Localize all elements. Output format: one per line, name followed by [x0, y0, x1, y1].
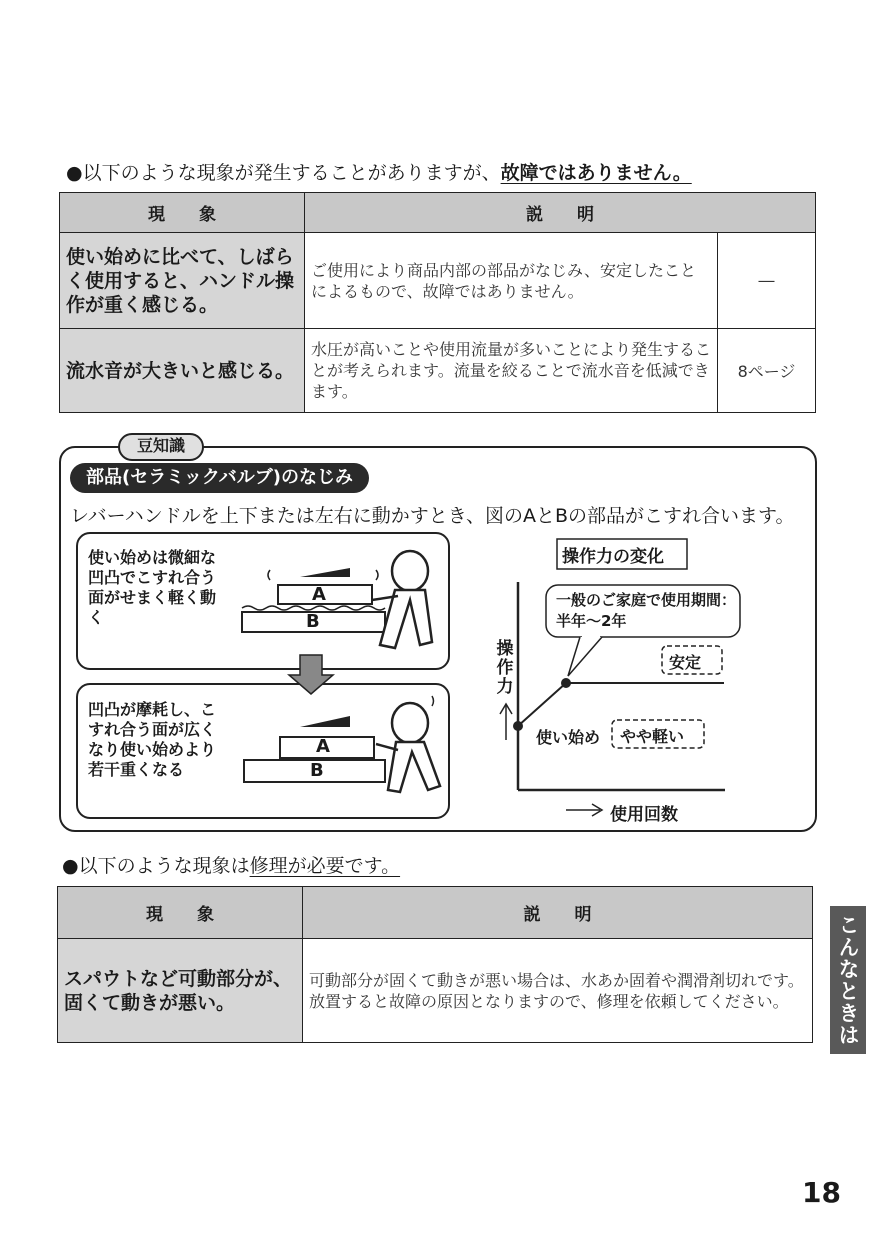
- part-a-label: A: [312, 584, 326, 605]
- header-explanation: 説 明: [305, 193, 816, 233]
- panel1-text: 使い始めは微細な凹凸でこすれ合う面がせまく軽く動く: [88, 548, 217, 627]
- intro-text: ●以下のような現象が発生することがありますが、: [66, 162, 501, 184]
- intro-emphasis: 修理が必要です。: [249, 855, 401, 877]
- tip-title: 部品(セラミックバルブ)のなじみ: [70, 463, 369, 493]
- part-b-label: B: [306, 611, 320, 632]
- table-row: [58, 939, 813, 1043]
- section2-intro: [62, 851, 400, 878]
- header-explanation: 説 明: [303, 887, 813, 939]
- side-tab[interactable]: こんなときは: [830, 906, 866, 1054]
- part-b-label: B: [310, 760, 324, 781]
- phenomenon-cell: 使い始めに比べて、しばらく使用すると、ハンドル操作が重く感じる。: [60, 233, 305, 329]
- graph-callout: 一般のご家庭で使用期間：半年〜2年: [556, 591, 737, 630]
- tip-tag: 豆知識: [118, 433, 204, 461]
- intro-text: ●以下のような現象は: [62, 855, 250, 877]
- stable-point: [561, 678, 571, 688]
- phenomenon-cell: スパウトなど可動部分が、固くて動きが悪い。: [58, 939, 303, 1043]
- label-light: やや軽い: [620, 727, 685, 746]
- panel2-text: 凹凸が摩耗し、こすれ合う面が広くなり使い始めより若干重くなる: [88, 700, 217, 779]
- reference-cell: ―: [718, 233, 816, 329]
- explanation-line-2: 放置すると故障の原因となりますので、修理を依頼してください。: [309, 991, 789, 1011]
- graph-title: 操作力の変化: [562, 547, 664, 567]
- reference-link[interactable]: 8ページ: [718, 329, 816, 413]
- phenomenon-cell: 流水音が大きいと感じる。: [60, 329, 305, 413]
- x-axis-label: 使用回数: [610, 805, 678, 825]
- explanation-cell: [303, 939, 813, 1043]
- y-axis-label: 操作力: [496, 639, 514, 697]
- page-number: 18: [802, 1176, 841, 1209]
- explanation-line-1: 可動部分が固くて動きが悪い場合は、水あか固着や潤滑剤切れです。: [309, 970, 804, 990]
- explanation-cell: ご使用により商品内部の部品がなじみ、安定したことによるもので、故障ではありません。: [305, 233, 718, 329]
- transition-arrow-icon: [289, 655, 333, 694]
- part-a-label: A: [316, 736, 330, 757]
- tip-lead: レバーハンドルを上下または左右に動かすとき、図のAとBの部品がこすれ合います。: [70, 505, 795, 527]
- person-pushing-light-icon: [372, 551, 432, 648]
- intro-emphasis: 故障ではありません。: [500, 162, 692, 184]
- explanation-cell: 水圧が高いことや使用流量が多いことにより発生することが考えられます。流量を絞ることで流水音を低減できます。: [305, 329, 718, 413]
- repair-required-table: [57, 886, 813, 1043]
- header-phenomenon: 現 象: [60, 193, 305, 233]
- force-change-graph: [500, 539, 740, 816]
- label-stable: 安定: [669, 653, 702, 672]
- header-phenomenon: 現 象: [58, 887, 303, 939]
- start-point: [513, 721, 523, 731]
- label-start: 使い始め: [536, 728, 601, 747]
